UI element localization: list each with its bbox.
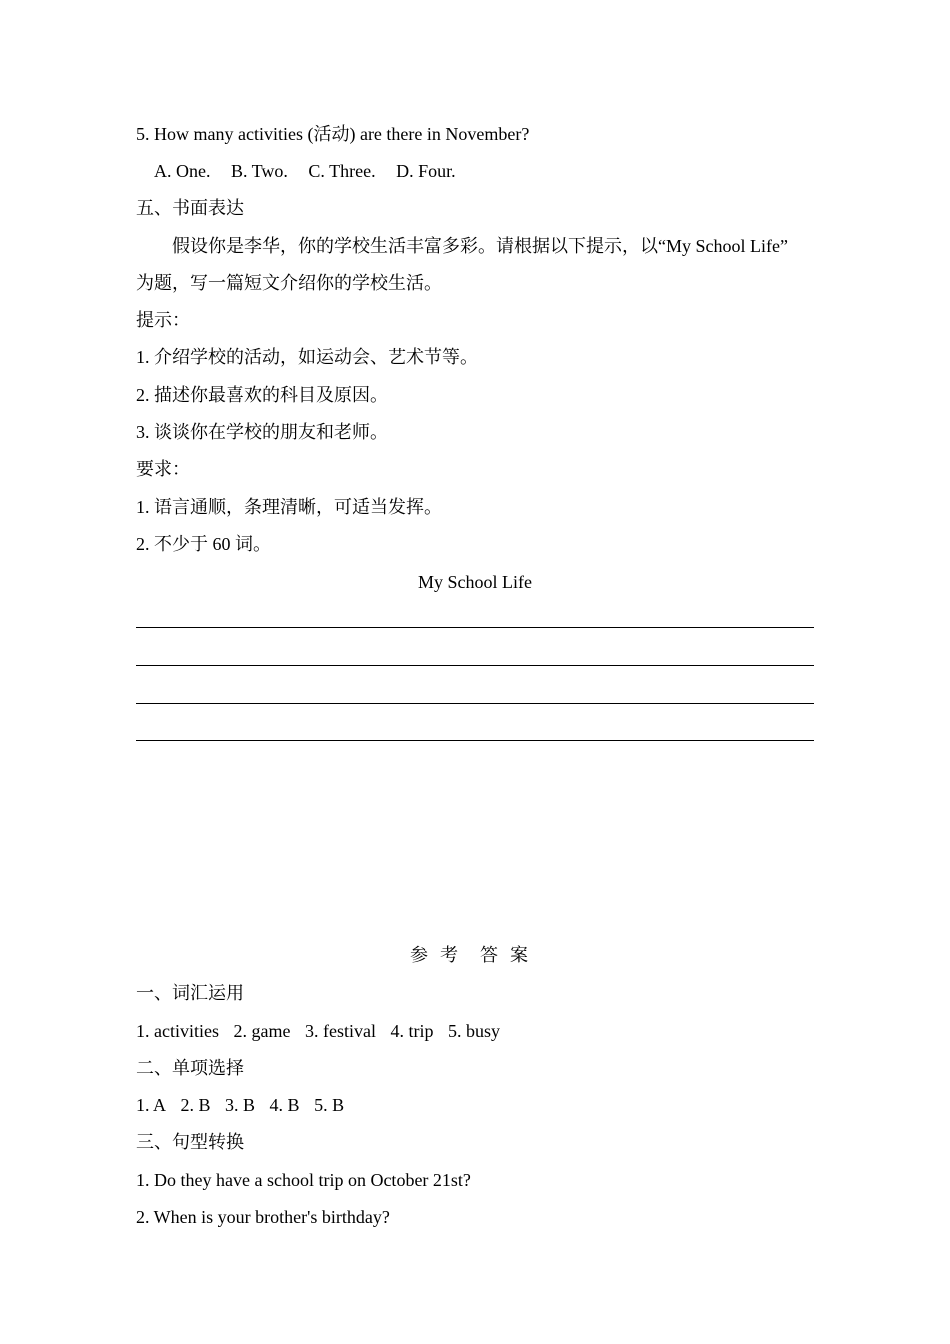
hint-item: 2. 描述你最喜欢的科目及原因。 xyxy=(136,385,388,405)
answer-item: 2. game xyxy=(233,1021,291,1041)
answer-section-1-title: 一、词汇运用 xyxy=(136,983,244,1003)
writing-blank-line[interactable] xyxy=(136,627,814,628)
hints-label: 提示： xyxy=(136,310,190,330)
writing-blank-line[interactable] xyxy=(136,703,814,704)
essay-title: My School Life xyxy=(418,572,532,592)
answer-item: 1. activities xyxy=(136,1021,219,1041)
option-c: C. Three. xyxy=(308,161,376,181)
answer-item: 2. B xyxy=(180,1095,211,1115)
answer-item: 3. B xyxy=(225,1095,256,1115)
answer-item: 1. Do they have a school trip on October 21st? xyxy=(136,1170,471,1190)
answer-key-title xyxy=(0,944,950,966)
answer-item: 4. trip xyxy=(390,1021,434,1041)
writing-prompt-line-1: 假设你是李华，你的学校生活丰富多彩。请根据以下提示，以“My School Life” xyxy=(172,236,788,256)
requirement-item: 2. 不少于 60 词。 xyxy=(136,534,271,554)
writing-section-title: 五、书面表达 xyxy=(136,198,244,218)
hint-item: 3. 谈谈你在学校的朋友和老师。 xyxy=(136,422,388,442)
hint-item: 1. 介绍学校的活动，如运动会、艺术节等。 xyxy=(136,347,478,367)
requirement-item: 1. 语言通顺，条理清晰，可适当发挥。 xyxy=(136,497,442,517)
answer-section-3-title: 三、句型转换 xyxy=(136,1132,244,1152)
answer-section-1-list xyxy=(136,1020,510,1042)
writing-prompt-line-2: 为题，写一篇短文介绍你的学校生活。 xyxy=(136,273,442,293)
answer-item: 5. busy xyxy=(447,1021,500,1041)
answer-key-title-part2: 答案 xyxy=(480,945,540,965)
answer-section-2-title: 二、单项选择 xyxy=(136,1058,244,1078)
question-5-options xyxy=(154,160,472,182)
answer-item: 4. B xyxy=(269,1095,300,1115)
answer-item: 1. A xyxy=(136,1095,167,1115)
requirements-label: 要求： xyxy=(136,459,190,479)
answer-section-2-list xyxy=(136,1094,354,1116)
option-b: B. Two. xyxy=(231,161,288,181)
option-a: A. One. xyxy=(154,161,211,181)
question-5-text: 5. How many activities (活动) are there in November? xyxy=(136,124,530,144)
option-d: D. Four. xyxy=(396,161,456,181)
writing-blank-line[interactable] xyxy=(136,665,814,666)
answer-item: 5. B xyxy=(314,1095,345,1115)
answer-key-title-part1: 参考 xyxy=(410,945,470,965)
writing-blank-line[interactable] xyxy=(136,740,814,741)
answer-item: 3. festival xyxy=(304,1021,376,1041)
answer-item: 2. When is your brother's birthday? xyxy=(136,1207,390,1227)
